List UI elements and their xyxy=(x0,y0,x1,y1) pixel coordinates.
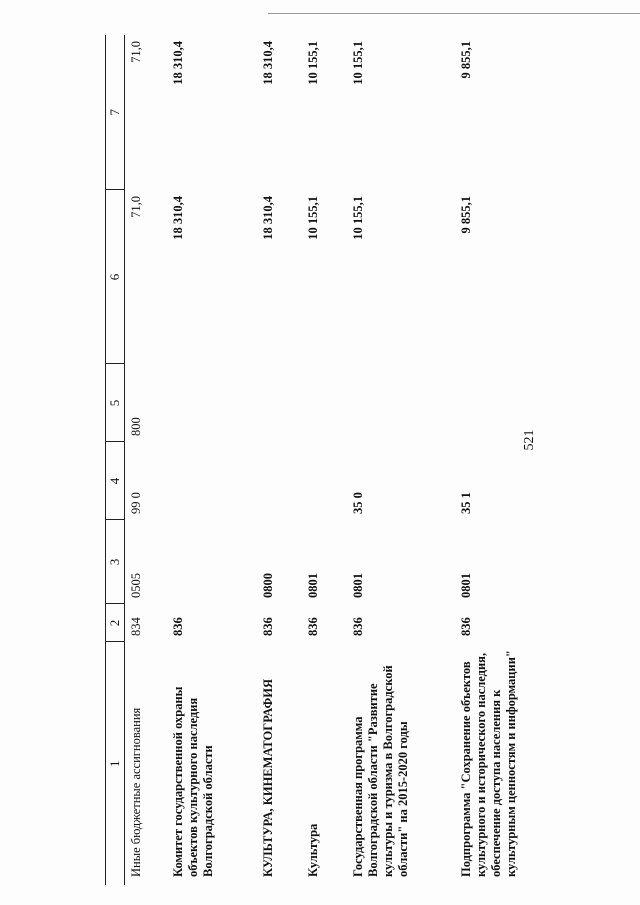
row-name: Иные бюджетные ассигнования xyxy=(129,707,143,877)
header-col-1: 1 xyxy=(106,642,125,885)
row-code-expense-type xyxy=(459,364,519,442)
row-value-col7: 18 310,4 xyxy=(170,41,185,85)
row-name: Подпрограмма "Сохранение объектов культурного и исторического наследия, обеспечение доступа населения к культурным ценностям и информации" xyxy=(458,650,518,877)
row-code-program xyxy=(261,442,306,520)
table-row xyxy=(171,35,261,885)
row-name: КУЛЬТУРА, КИНЕМАТОГРАФИЯ xyxy=(260,679,275,877)
row-value-col7: 10 155,1 xyxy=(305,41,320,85)
row-code-section: 0801 xyxy=(458,573,473,598)
row-code-expense-type xyxy=(351,364,459,442)
row-code-program xyxy=(171,442,261,520)
table-header-row xyxy=(106,35,125,885)
header-col-2: 2 xyxy=(106,604,125,642)
row-code-expense-type xyxy=(306,364,351,442)
row-value-col6: 9 855,1 xyxy=(458,196,473,234)
row-code-section: 0505 xyxy=(129,573,143,598)
table-row xyxy=(261,35,306,885)
row-value-col6: 71,0 xyxy=(129,196,143,218)
row-value-col7: 10 155,1 xyxy=(350,41,365,85)
row-code-program xyxy=(306,442,351,520)
row-value-col7: 71,0 xyxy=(129,41,143,63)
row-code-program: 35 1 xyxy=(458,492,473,514)
row-code-section: 0800 xyxy=(260,573,275,598)
row-code-ministry: 836 xyxy=(350,617,365,636)
page-top-edge-line xyxy=(268,13,640,14)
row-value-col7: 9 855,1 xyxy=(458,41,473,79)
table-row xyxy=(459,35,519,885)
row-code-program: 35 0 xyxy=(350,492,365,514)
budget-table-container xyxy=(105,35,518,885)
table-row xyxy=(306,35,351,885)
row-code-ministry: 836 xyxy=(305,617,320,636)
row-value-col6: 10 155,1 xyxy=(350,196,365,240)
row-name: Государственная программа Волгоградской области "Развитие культуры и туризма в Волгоградской области" на 2015-2020 годы xyxy=(350,665,410,877)
row-code-expense-type: 800 xyxy=(129,417,143,436)
row-code-section: 0801 xyxy=(350,573,365,598)
row-code-section: 0801 xyxy=(305,573,320,598)
header-col-7: 7 xyxy=(106,35,125,190)
row-code-expense-type xyxy=(171,364,261,442)
row-code-ministry: 836 xyxy=(260,617,275,636)
row-value-col6: 18 310,4 xyxy=(170,196,185,240)
row-code-expense-type xyxy=(261,364,306,442)
row-value-col6: 18 310,4 xyxy=(260,196,275,240)
table-row xyxy=(125,35,171,885)
header-col-5: 5 xyxy=(106,364,125,442)
page-number: 521 xyxy=(522,429,537,451)
row-code-ministry: 836 xyxy=(170,617,185,636)
header-col-4: 4 xyxy=(106,442,125,520)
row-code-ministry: 836 xyxy=(458,617,473,636)
row-code-ministry: 834 xyxy=(129,617,143,636)
row-value-col6: 10 155,1 xyxy=(305,196,320,240)
row-code-section xyxy=(171,520,261,604)
row-name: Культура xyxy=(305,823,320,877)
row-code-program: 99 0 xyxy=(129,492,143,514)
row-name: Комитет государственной охраны объектов культурного наследия Волгоградской области xyxy=(170,686,215,877)
table-row xyxy=(351,35,459,885)
header-col-3: 3 xyxy=(106,520,125,604)
row-value-col7: 18 310,4 xyxy=(260,41,275,85)
header-col-6: 6 xyxy=(106,190,125,364)
budget-table xyxy=(105,35,519,885)
